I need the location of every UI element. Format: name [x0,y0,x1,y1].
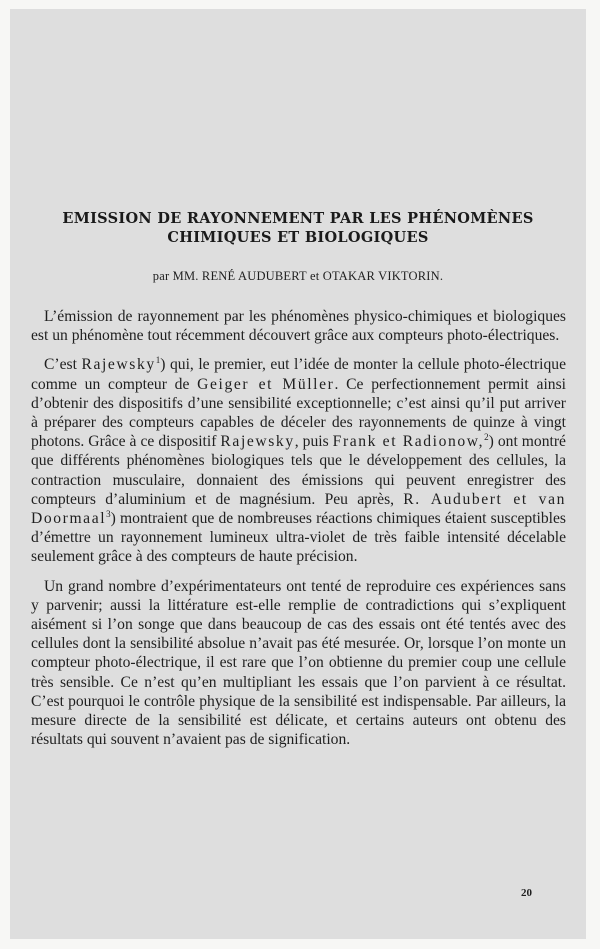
page-number: 20 [521,887,532,899]
footnote-ref-1: 1 [155,355,161,366]
author-name-rajewsky: Rajewsky [220,433,295,451]
author-name-geiger-muller: Geiger et Müller [197,375,335,393]
author-name-rajewsky: Rajewsky [81,356,156,374]
document-page [10,9,586,939]
paragraph-2-text: ) ont montré que différents phénomènes biologiques tels que le développement des cellules, la contraction musculaire, donnaient des émissions qui peuvent enregistrer des compteurs d’aluminium et de magnésium. Peu après, [31,433,566,508]
article-authors: par MM. RENÉ AUDUBERT et OTAKAR VIKTORIN. [152,269,444,283]
author-name-frank-radionow: Frank et Radionow, [332,433,485,451]
paragraph-2 [31,355,566,566]
footnote-ref-2: 2 [484,432,489,443]
paragraph-1: L’émission de rayonnement par les phénomènes physico-chimiques et biologiques est un phénomène tout récemment découvert grâce aux compteurs photo-électriques. [31,308,566,345]
paragraph-2-text: ) montraient que de nombreuses réactions chimiques étaient susceptibles d’émettre un rayonnement lumineux ultra-violet de très faible intensité décelable seulement grâce à des compteurs de haute précision. [31,510,566,566]
paragraph-2-text: , puis [294,433,333,451]
paragraph-3: Un grand nombre d’expérimentateurs ont tenté de reproduire ces expériences sans y parvenir; aussi la littérature est-elle remplie de contradictions qui s’expliquent aisément si l’on songe que dans beaucoup de cas des essais ont été tentés avec des cellules dont la sensibilité absolue n’avait pas été mesurée. Or, lorsque l’on monte un compteur photo-électrique, il est rare que l’on obtienne du premier coup une cellule très sensible. Ce n’est qu’en multipliant les essais que l’on parvient à ce résultat. C’est pourquoi le contrôle physique de la sensibilité est indispensable. Par ailleurs, la mesure directe de la sensibilité est délicate, et certains auteurs ont obtenu des résultats qui souvent n’avaient pas de signification. [31,577,566,749]
article-title: EMISSION DE RAYONNEMENT PAR LES PHÉNOMÈNES CHIMIQUES ET BIOLOGIQUES [62,210,534,246]
paragraph-2-text: . Ce perfectionnement permit ainsi d’obtenir des dispositifs d’une sensibilité exceptionnelle; c’est ainsi qu’il put arriver à préparer des compteurs capables de déceler des rayonnements de quinze à vingt photons. Grâce à ce dispositif [31,375,566,451]
footnote-ref-3: 3 [106,508,111,519]
paragraph-2-text: ) qui, le premier, eut l’idée de monter la cellule photo-électrique comme un compteur de [31,356,566,393]
paragraph-2-text: C’est [44,356,82,374]
author-name-audubert-doormaal: R. Audubert et van Doormaal [31,490,566,528]
article-body [31,307,566,759]
